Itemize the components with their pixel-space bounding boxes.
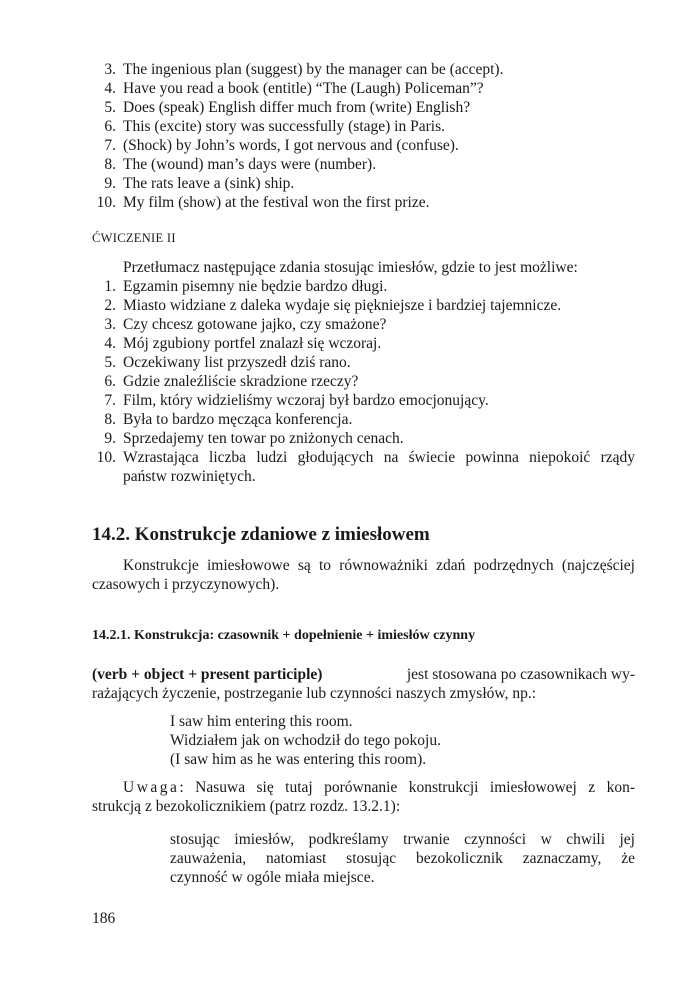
quote-line: zauważenia, natomiast stosując bezokolicznik zaznaczamy, że (170, 850, 635, 867)
note-line: strukcją z bezokolicznikiem (patrz rozdz. 13.2.1): (92, 798, 401, 815)
note-label: Uwaga (123, 779, 180, 796)
quote-line: czynność w ogóle miała miejsce. (170, 869, 375, 886)
page-number: 186 (92, 910, 116, 927)
list-item: 3. Czy chcesz gotowane jajko, czy smażone? (104, 316, 387, 333)
list-item: 6. Gdzie znaleźliście skradzione rzeczy? (104, 373, 359, 390)
list-item: 2. Miasto widziane z daleka wydaje się piękniejsze i bardziej tajemnicze. (104, 297, 562, 314)
note-line: Uwaga : Nasuwa się tutaj porównanie konstrukcji imiesłowowej z kon- (123, 779, 635, 796)
construction-formula: (verb + object + present participle) (92, 666, 323, 683)
list-item: 3. The ingenious plan (suggest) by the manager can be (accept). (104, 61, 504, 78)
example-line: Widziałem jak on wchodził do tego pokoju. (170, 732, 441, 749)
list-item: 7. Film, który widzieliśmy wczoraj był bardzo emocjonujący. (104, 392, 489, 409)
list-item: 5. Oczekiwany list przyszedł dziś rano. (104, 354, 351, 371)
section-title: 14.2. Konstrukcje zdaniowe z imiesłowem (92, 524, 430, 545)
subsection-title: 14.2.1. Konstrukcja: czasownik + dopełnienie + imiesłów czynny (92, 628, 476, 643)
list-item: 8. Była to bardzo męcząca konferencja. (104, 411, 353, 428)
list-item: 8. The (wound) man’s days were (number). (104, 156, 377, 173)
quote-line: stosując imiesłów, podkreślamy trwanie czynności w chwili jej (170, 831, 635, 848)
example-line: I saw him entering this room. (170, 713, 353, 730)
list-item: 1. Egzamin pisemny nie będzie bardzo długi. (104, 278, 388, 295)
list-item: 4. Have you read a book (entitle) “The (Laugh) Policeman”? (104, 80, 484, 97)
list-item: 9. The rats leave a (sink) ship. (104, 175, 295, 192)
list-item: 7. (Shock) by John’s words, I got nervous and (confuse). (104, 137, 459, 154)
list-item: 10. Wzrastająca liczba ludzi głodujących na świecie powinna niepokoić rządy państw rozwiniętych. (96, 449, 635, 485)
list-item: 6. This (excite) story was successfully (stage) in Paris. (104, 118, 445, 135)
list-item: 10. My film (show) at the festival won the first prize. (96, 194, 430, 211)
subsection-paragraph-line: (verb + object + present participle) jest stosowana po czasownikach wy- (92, 666, 635, 683)
exercise-instructions: Przetłumacz następujące zdania stosując imiesłów, gdzie to jest możliwe: (123, 259, 578, 276)
exercise-heading: ĆWICZENIE II (92, 231, 176, 245)
section-paragraph-line: Konstrukcje imiesłowowe są to równoważniki zdań podrzędnych (najczęściej (123, 557, 635, 574)
section-paragraph-line: czasowych i przyczynowych). (92, 576, 280, 593)
list-item: 5. Does (speak) English differ much from (write) English? (104, 99, 471, 116)
subsection-paragraph-line: rażających życzenie, postrzeganie lub czynności naszych zmysłów, np.: (92, 685, 536, 702)
example-line: (I saw him as he was entering this room). (170, 751, 427, 768)
list-item: 9. Sprzedajemy ten towar po zniżonych cenach. (104, 430, 404, 447)
list-item: 4. Mój zgubiony portfel znalazł się wczoraj. (104, 335, 382, 352)
